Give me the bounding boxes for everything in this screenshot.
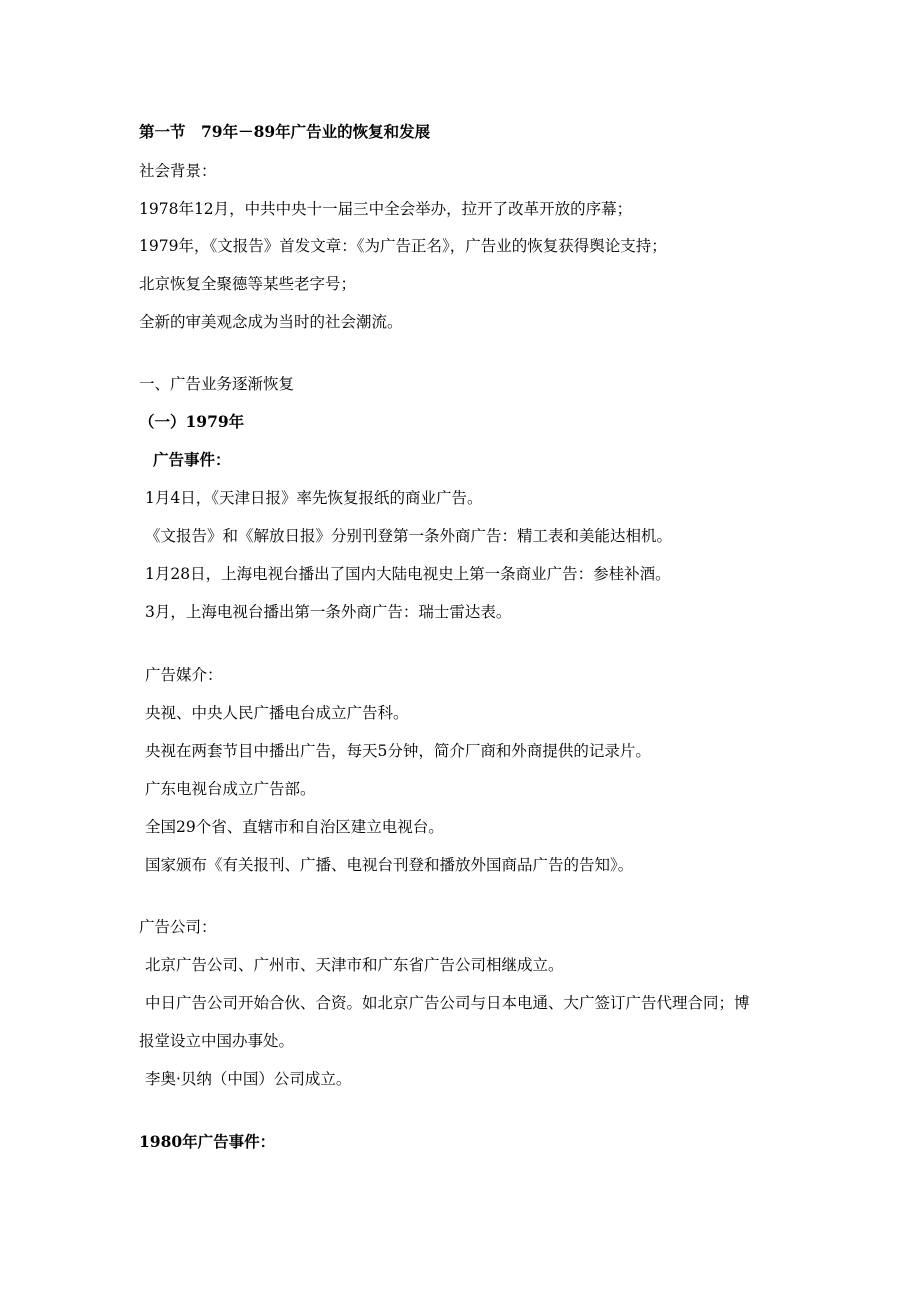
event-item: 《文报告》和《解放日报》分别刊登第一条外商广告：精工表和美能达相机。 <box>145 527 673 545</box>
media-item: 国家颁布《有关报刊、广播、电视台刊登和播放外国商品广告的告知》。 <box>145 856 634 874</box>
media-item: 央视在两套节目中播出广告，每天5分钟，简介厂商和外商提供的记录片。 <box>145 742 651 760</box>
background-item: 全新的审美观念成为当时的社会潮流。 <box>139 313 403 331</box>
company-item: 北京广告公司、广州市、天津市和广东省广告公司相继成立。 <box>145 956 564 974</box>
media-item: 央视、中央人民广播电台成立广告科。 <box>145 704 409 722</box>
media-heading: 广告媒介： <box>145 666 223 684</box>
section-title: 第一节 79年－89年广告业的恢复和发展 <box>139 122 431 141</box>
event-item: 1月28日，上海电视台播出了国内大陆电视史上第一条商业广告：参桂补酒。 <box>145 565 671 583</box>
background-item: 1978年12月，中共中央十一届三中全会举办，拉开了改革开放的序幕； <box>139 200 633 218</box>
part-one-heading: 一、广告业务逐渐恢复 <box>139 375 295 393</box>
companies-heading: 广告公司： <box>139 918 217 936</box>
events-heading: 广告事件： <box>153 450 231 469</box>
company-item: 李奥·贝纳（中国）公司成立。 <box>145 1070 352 1088</box>
media-item: 广东电视台成立广告部。 <box>145 780 316 798</box>
background-item: 北京恢复全聚德等某些老字号； <box>139 275 357 293</box>
social-background-heading: 社会背景： <box>139 162 217 180</box>
company-item: 中日广告公司开始合伙、合资。如北京广告公司与日本电通、大广签订广告代理合同；博 <box>145 994 750 1012</box>
background-item: 1979年，《文报告》首发文章：《为广告正名》，广告业的恢复获得舆论支持； <box>139 237 667 255</box>
media-item: 全国29个省、直辖市和自治区建立电视台。 <box>145 818 444 836</box>
company-item-continued: 报堂设立中国办事处。 <box>139 1032 295 1050</box>
event-item: 3月，上海电视台播出第一条外商广告：瑞士雷达表。 <box>145 603 512 621</box>
next-section-heading: 1980年广告事件： <box>139 1132 276 1151</box>
event-item: 1月4日，《天津日报》率先恢复报纸的商业广告。 <box>145 489 483 507</box>
year-heading: （一）1979年 <box>139 412 245 431</box>
